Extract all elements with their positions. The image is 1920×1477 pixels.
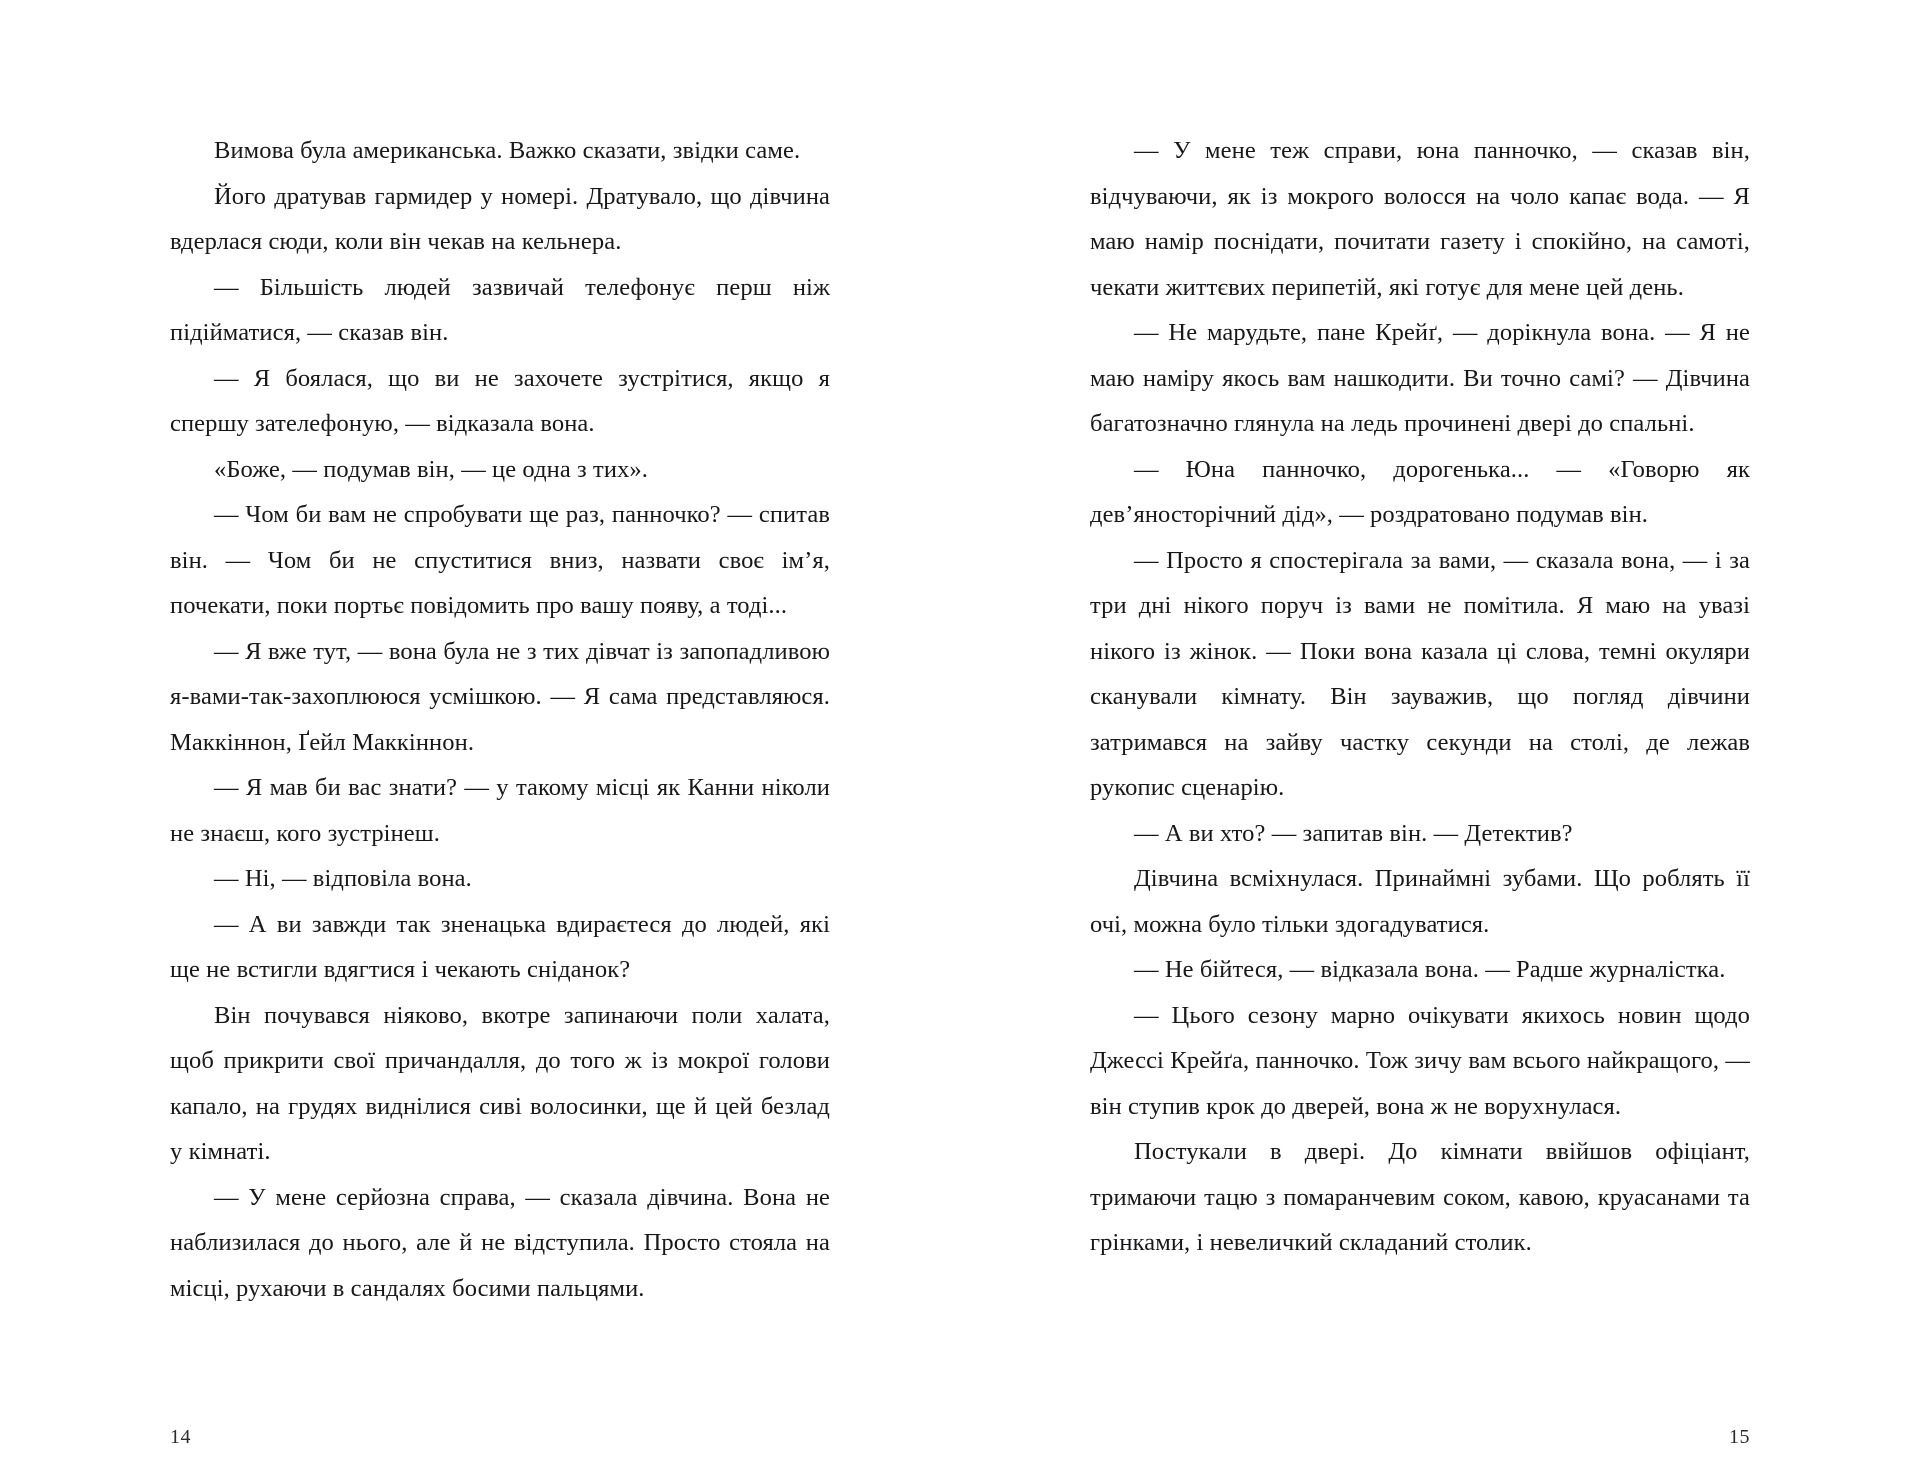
paragraph: Постукали в двері. До кімнати ввійшов офіціант, тримаючи тацю з помаранчевим соком, кавою, круасанами та грінками, і невеличкий складаний столик. [1090, 1138, 1750, 1256]
paragraph: — У мене теж справи, юна панночко, — сказав він, відчуваючи, як із мокрого волосся на чоло капає вода. — Я маю намір поснідати, почитати газету і спокійно, на самоті, чекати життєвих перипетій, які готує для мене цей день. [1090, 137, 1750, 301]
paragraph: — У мене серйозна справа, — сказала дівчина. Вона не наблизилася до нього, але й не відступила. Просто стояла на місці, рухаючи в сандалях босими пальцями. [170, 1183, 830, 1302]
paragraph: Вимова була американська. Важко сказати, звідки саме. [214, 137, 801, 164]
paragraph: — Цього сезону марно очікувати якихось новин щодо Джессі Крейґа, панночко. Тож зичу вам всього найкращого, — він ступив крок до дверей, вона ж не ворухнулася. [1090, 1001, 1750, 1120]
page-left [0, 128, 960, 1477]
page-left-body [170, 128, 830, 1311]
paragraph: — Я вже тут, — вона була не з тих дівчат із запопадливою я-вами-так-захоплююся усмішкою. — Я сама представляюся. Маккіннон, Ґейл Маккіннон. [170, 637, 830, 756]
paragraph: — Більшість людей зазвичай телефонує перш ніж підійматися, — сказав він. [170, 273, 830, 346]
paragraph: — Просто я спостерігала за вами, — сказала вона, — і за три дні нікого поруч із вами не помітила. Я маю на увазі нікого із жінок. — Поки вона казала ці слова, темні окуляри сканували кімнату. Він зауважив, що погляд дівчини затримався на зайву частку секунди на столі, де лежав рукопис сценарію. [1090, 546, 1750, 801]
page-number-right: 15 [1729, 1426, 1750, 1448]
paragraph: Дівчина всміхнулася. Принаймні зубами. Що роблять її очі, можна було тільки здогадуватися. [1090, 865, 1750, 938]
paragraph: Його дратував гармидер у номері. Дратувало, що дівчина вдерлася сюди, коли він чекав на кельнера. [170, 182, 830, 255]
paragraph: — Не марудьте, пане Крейґ, — дорікнула вона. — Я не маю наміру якось вам нашкодити. Ви точно самі? — Дівчина багатозначно глянула на ледь прочинені двері до спальні. [1090, 319, 1750, 437]
paragraph: — Чом би вам не спробувати ще раз, панночко? — спитав він. — Чом би не спуститися вниз, назвати своє імʼя, почекати, поки портьє повідомить про вашу появу, а тоді... [170, 501, 830, 619]
paragraph: — Я боялася, що ви не захочете зустрітися, якщо я спершу зателефоную, — відказала вона. [170, 364, 830, 437]
page-number-left: 14 [170, 1426, 191, 1448]
page-right [960, 128, 1920, 1477]
paragraph: — А ви завжди так зненацька вдираєтеся до людей, які ще не встигли вдягтися і чекають сніданок? [170, 910, 830, 983]
paragraph: — Ні, — відповіла вона. [214, 865, 472, 892]
paragraph: Він почувався ніяково, вкотре запинаючи поли халата, щоб прикрити свої причандалля, до того ж із мокрої голови капало, на грудях виднілися сиві волосинки, ще й цей безлад у кімнаті. [170, 1001, 830, 1165]
paragraph: — Я мав би вас знати? — у такому місці як Канни ніколи не знаєш, кого зустрінеш. [170, 774, 830, 847]
paragraph: — А ви хто? — запитав він. — Детектив? [1134, 819, 1573, 847]
paragraph: — Юна панночко, дорогенька... — «Говорю як девʼяносторічний дід», — роздратовано подумав він. [1090, 455, 1750, 528]
paragraph: — Не бійтеся, — відказала вона. — Радше журналістка. [1134, 956, 1726, 983]
paragraph: «Боже, — подумав він, — це одна з тих». [214, 455, 649, 483]
page-right-body [1090, 128, 1750, 1266]
